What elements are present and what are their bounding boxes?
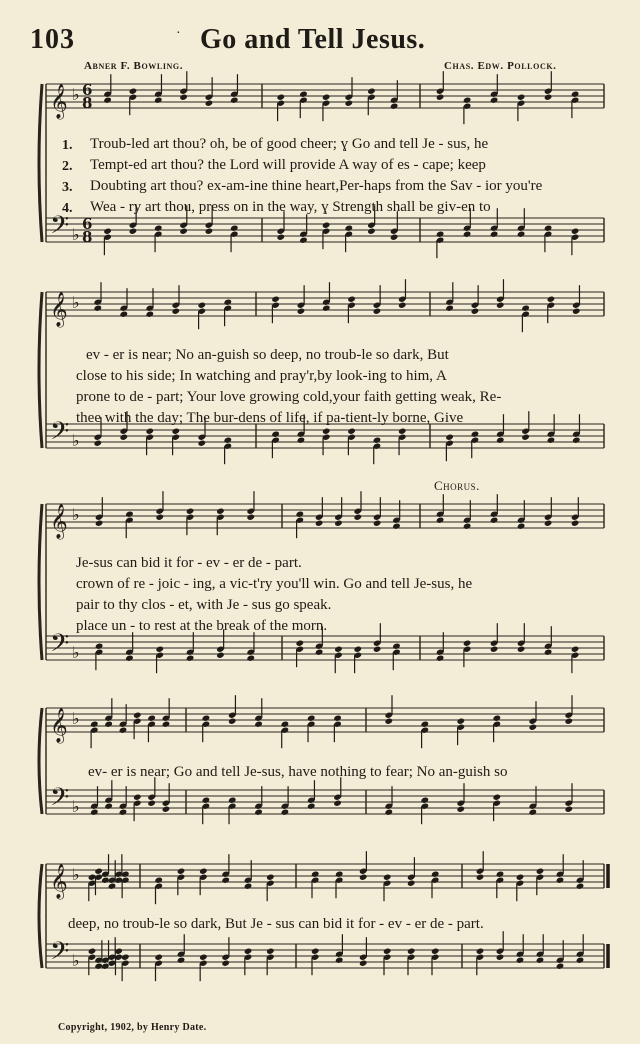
note-head <box>94 963 103 970</box>
bass-clef-icon: 𝄢 <box>50 783 70 818</box>
note-head <box>359 874 368 881</box>
note-head <box>244 883 253 890</box>
note-head <box>521 434 530 441</box>
system-brace <box>39 504 42 660</box>
note-head <box>307 715 316 722</box>
hymn-number: 103 <box>30 24 75 55</box>
note-head <box>281 721 290 728</box>
note-head <box>565 718 574 725</box>
note-head <box>121 954 130 961</box>
note-head <box>322 305 331 312</box>
note-head <box>436 655 445 662</box>
bass-clef-icon: 𝄢 <box>50 211 70 246</box>
note-head <box>172 428 181 435</box>
note-head <box>517 523 526 530</box>
system-brace <box>39 864 42 968</box>
note-head <box>335 871 344 878</box>
lyric-line: Wea - ry art thou, press on in the way, ɣ Strength shall be giv-en to <box>90 199 491 215</box>
note-head <box>445 305 454 312</box>
note-head <box>101 877 110 884</box>
note-head <box>322 94 331 101</box>
time-signature-bottom: 8 <box>82 94 93 112</box>
note-head <box>103 228 112 235</box>
note-head <box>307 803 316 810</box>
note-head <box>266 948 275 955</box>
note-head <box>445 434 454 441</box>
chorus-lyric-line: deep, no troub-le so dark, But Je - sus can bid it for - ev - er de - part. <box>68 916 484 932</box>
note-head <box>547 437 556 444</box>
note-head <box>119 809 128 816</box>
note-head <box>299 91 308 98</box>
note-head <box>347 428 356 435</box>
lyric-line: thee with the day; The bur-dens of life, if pa-tient-ly borne, Give <box>76 410 464 426</box>
note-head <box>407 948 416 955</box>
note-head <box>333 800 342 807</box>
note-head <box>205 228 214 235</box>
bass-clef-icon: 𝄢 <box>50 417 70 452</box>
flat-icon: ♭ <box>72 431 80 450</box>
note-head <box>95 520 104 527</box>
note-head <box>246 655 255 662</box>
note-head <box>177 868 186 875</box>
note-head <box>571 646 580 653</box>
note-head <box>471 431 480 438</box>
note-head <box>95 643 104 650</box>
note-head <box>146 428 155 435</box>
treble-staff <box>46 491 604 540</box>
note-head <box>88 948 97 955</box>
note-head <box>544 225 553 232</box>
note-head <box>120 434 129 441</box>
note-head <box>133 712 142 719</box>
treble-clef-icon: 𝄞 <box>50 292 68 327</box>
note-head <box>571 520 580 527</box>
note-head <box>129 88 138 95</box>
note-head <box>172 308 181 315</box>
note-head <box>108 883 117 890</box>
note-head <box>297 308 306 315</box>
note-head <box>125 511 134 518</box>
lyric-line: Doubting art thou? ex-am-ine thine heart,Per-haps from the Sav - ior you're <box>90 178 543 194</box>
note-head <box>228 718 237 725</box>
note-head <box>421 721 430 728</box>
note-head <box>516 874 525 881</box>
note-head <box>129 228 138 235</box>
note-head <box>186 508 195 515</box>
time-signature-top: 6 <box>82 215 93 233</box>
time-signature-top: 6 <box>82 81 93 99</box>
note-head <box>297 437 306 444</box>
note-head <box>517 94 526 101</box>
note-head <box>335 957 344 964</box>
note-head <box>385 718 394 725</box>
note-head <box>101 963 110 970</box>
note-head <box>457 806 466 813</box>
bass-staff <box>46 931 608 981</box>
flat-icon: ♭ <box>72 505 80 524</box>
note-head <box>155 646 164 653</box>
note-head <box>383 874 392 881</box>
note-head <box>120 311 129 318</box>
note-head <box>463 231 472 238</box>
note-head <box>493 715 502 722</box>
lyric-line: place un - to rest at the break of the morn. <box>76 618 328 634</box>
note-head <box>224 299 233 306</box>
copyright-notice: Copyright, 1902, by Henry Date. <box>58 1022 207 1033</box>
note-head <box>490 517 499 524</box>
note-head <box>277 234 286 241</box>
composer-credit: Chas. Edw. Pollock. <box>444 60 557 72</box>
lyric-line: close to his side; In watching and pray'r,by look-ing to him, A <box>76 368 447 384</box>
note-head <box>493 794 502 801</box>
note-head <box>431 871 440 878</box>
note-head <box>476 948 485 955</box>
bass-staff <box>46 777 604 824</box>
note-head <box>367 88 376 95</box>
flat-icon: ♭ <box>72 85 80 104</box>
note-head <box>94 440 103 447</box>
system-brace <box>39 84 42 242</box>
note-head <box>390 103 399 110</box>
flat-icon: ♭ <box>72 225 80 244</box>
note-head <box>516 957 525 964</box>
note-head <box>385 809 394 816</box>
note-head <box>154 97 163 104</box>
note-head <box>529 724 538 731</box>
verse-number: 3. <box>62 180 73 195</box>
note-head <box>322 428 331 435</box>
lyric-line: Troub-led art thou? oh, be of good cheer; ɣ Go and tell Je - sus, he <box>90 136 489 152</box>
note-head <box>490 231 499 238</box>
note-head <box>373 646 382 653</box>
note-head <box>421 797 430 804</box>
bass-clef-icon: 𝄢 <box>50 629 70 664</box>
note-head <box>155 514 164 521</box>
flat-icon: ♭ <box>72 643 80 662</box>
note-head <box>154 954 163 961</box>
lyric-line: prone to de - part; Your love growing cold,your faith getting weak, Re- <box>76 389 502 405</box>
note-head <box>90 721 99 728</box>
note-head <box>198 440 207 447</box>
note-head <box>354 646 363 653</box>
chorus-lyric-line: ev- er is near; Go and tell Je-sus, have nothing to fear; No an-guish so <box>88 764 508 780</box>
note-head <box>572 308 581 315</box>
note-head <box>496 954 505 961</box>
note-head <box>277 94 286 101</box>
bass-clef-icon: 𝄢 <box>50 937 70 972</box>
note-head <box>436 94 445 101</box>
verse-number: 1. <box>62 138 73 153</box>
lyricist-credit: Abner F. Bowling. <box>84 60 184 72</box>
note-head <box>216 652 225 659</box>
note-head <box>431 948 440 955</box>
note-head <box>198 302 207 309</box>
treble-clef-icon: 𝄞 <box>50 708 68 743</box>
note-head <box>186 655 195 662</box>
note-head <box>281 809 290 816</box>
note-head <box>373 520 382 527</box>
flat-icon: ♭ <box>72 951 80 970</box>
note-head <box>104 721 113 728</box>
note-head <box>471 308 480 315</box>
note-head <box>476 874 485 881</box>
note-head <box>311 871 320 878</box>
treble-clef-icon: 𝄞 <box>50 864 68 899</box>
note-head <box>254 721 263 728</box>
verse-number: 2. <box>62 159 73 174</box>
note-head <box>571 91 580 98</box>
note-head <box>398 428 407 435</box>
note-head <box>103 97 112 104</box>
note-head <box>463 640 472 647</box>
note-head <box>436 517 445 524</box>
note-head <box>230 225 239 232</box>
note-head <box>221 960 230 967</box>
note-head <box>94 305 103 312</box>
note-head <box>179 228 188 235</box>
note-head <box>322 222 331 229</box>
note-head <box>544 520 553 527</box>
note-head <box>90 809 99 816</box>
note-head <box>490 646 499 653</box>
lyric-line: Tempt-ed art thou? the Lord will provide A way of es - cape; keep <box>90 157 486 173</box>
note-head <box>119 727 128 734</box>
note-head <box>311 948 320 955</box>
time-signature-bottom: 8 <box>82 228 93 246</box>
note-head <box>221 877 230 884</box>
note-head <box>177 957 186 964</box>
note-head <box>216 508 225 515</box>
note-head <box>296 511 305 518</box>
note-head <box>436 231 445 238</box>
note-head <box>392 643 401 650</box>
note-head <box>154 225 163 232</box>
treble-staff <box>46 279 604 332</box>
note-head <box>266 874 275 881</box>
note-head <box>390 234 399 241</box>
note-head <box>271 296 280 303</box>
note-head <box>228 797 237 804</box>
note-head <box>315 649 324 656</box>
note-head <box>565 806 574 813</box>
treble-staff <box>46 851 608 904</box>
note-head <box>199 868 208 875</box>
note-head <box>162 806 171 813</box>
note-head <box>367 228 376 235</box>
flat-icon: ♭ <box>72 709 80 728</box>
system-brace <box>39 292 42 448</box>
note-head <box>154 877 163 884</box>
note-head <box>517 231 526 238</box>
note-head <box>299 237 308 244</box>
note-head <box>496 437 505 444</box>
hymn-title: Go and Tell Jesus. <box>200 24 426 55</box>
note-head <box>572 437 581 444</box>
note-head <box>407 880 416 887</box>
note-head <box>354 514 363 521</box>
note-head <box>345 100 354 107</box>
note-head <box>333 715 342 722</box>
note-head <box>271 431 280 438</box>
note-head <box>104 803 113 810</box>
note-head <box>529 809 538 816</box>
lyric-line: ev - er is near; No an-guish so deep, no troub-le so dark, But <box>86 347 449 363</box>
note-head <box>345 225 354 232</box>
note-head <box>536 868 545 875</box>
note-head <box>373 308 382 315</box>
note-head <box>179 94 188 101</box>
treble-clef-icon: 𝄞 <box>50 84 68 119</box>
note-head <box>296 640 305 647</box>
note-head <box>544 649 553 656</box>
note-head <box>457 718 466 725</box>
note-head <box>334 646 343 653</box>
note-head <box>202 797 211 804</box>
note-head <box>254 809 263 816</box>
decorative-dot: · <box>176 26 181 41</box>
note-head <box>544 94 553 101</box>
note-head <box>398 302 407 309</box>
note-head <box>556 963 565 970</box>
note-head <box>576 883 585 890</box>
flat-icon: ♭ <box>72 797 80 816</box>
note-head <box>576 957 585 964</box>
note-head <box>556 877 565 884</box>
note-head <box>536 957 545 964</box>
note-head <box>162 721 171 728</box>
note-head <box>359 960 368 967</box>
note-head <box>347 296 356 303</box>
note-head <box>146 311 155 318</box>
note-head <box>202 715 211 722</box>
note-head <box>125 655 134 662</box>
note-head <box>315 520 324 527</box>
note-head <box>521 305 530 312</box>
note-head <box>463 523 472 530</box>
treble-staff <box>46 695 604 748</box>
note-head <box>133 794 142 801</box>
note-head <box>496 871 505 878</box>
note-head <box>571 228 580 235</box>
note-head <box>463 97 472 104</box>
note-head <box>224 437 233 444</box>
note-head <box>334 520 343 527</box>
note-head <box>147 800 156 807</box>
flat-icon: ♭ <box>72 293 80 312</box>
note-head <box>517 646 526 653</box>
note-head <box>244 948 253 955</box>
treble-staff <box>46 71 604 124</box>
note-head <box>147 715 156 722</box>
note-head <box>392 523 401 530</box>
system-brace <box>39 708 42 814</box>
lyric-line: Je-sus can bid it for - ev - er de - part. <box>76 555 302 571</box>
note-head <box>246 514 255 521</box>
note-head <box>383 948 392 955</box>
flat-icon: ♭ <box>72 865 80 884</box>
lyric-line: pair to thy clos - et, with Je - sus go speak. <box>76 597 332 613</box>
note-head <box>490 97 499 104</box>
note-head <box>373 437 382 444</box>
treble-clef-icon: 𝄞 <box>50 504 68 539</box>
note-head <box>496 302 505 309</box>
note-head <box>547 296 556 303</box>
note-head <box>205 100 214 107</box>
lyric-line: crown of re - joic - ing, a vic-t'ry you'll win. Go and tell Je-sus, he <box>76 576 473 592</box>
note-head <box>199 954 208 961</box>
note-head <box>230 97 239 104</box>
verse-number: 4. <box>62 201 73 216</box>
chorus-label: Chorus. <box>434 478 480 493</box>
note-head <box>94 868 103 875</box>
